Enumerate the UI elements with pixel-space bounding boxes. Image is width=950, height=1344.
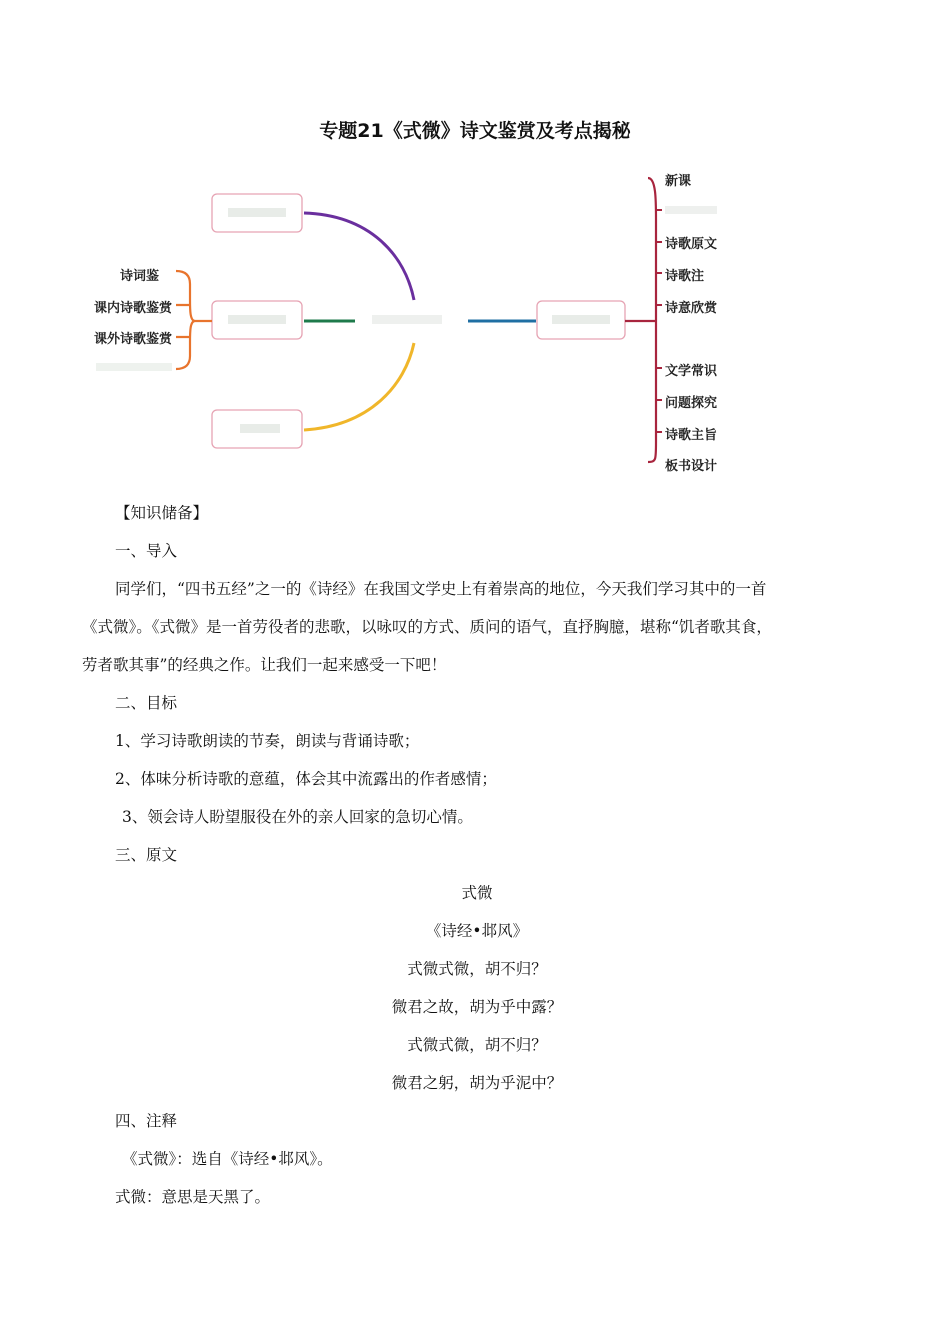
mindmap-left-item: 课外诗歌鉴赏 [94,332,173,347]
goal-item: 3、领会诗人盼望服役在外的亲人回家的急切心情。 [122,808,473,826]
intro-heading: 一、导入 [115,542,178,560]
intro-paragraph-line: 同学们，“四书五经”之一的《诗经》在我国文学史上有着崇高的地位，今天我们学习其中的一首 [115,580,767,598]
mindmap-right-item: 问题探究 [665,396,718,411]
mindmap-left-item: 课内诗歌鉴赏 [94,301,173,316]
poem-line: 式微式微，胡不归？ [407,1036,547,1054]
mindmap-right-item: 诗歌主旨 [665,428,718,443]
mindmap-right-item: 诗歌注 [665,269,705,284]
poem-source: 《诗经•邶风》 [425,922,529,940]
crimson-bracket [625,178,656,462]
intro-paragraph-line: 《式微》。《式微》是一首劳役者的悲歌，以咏叹的方式、质问的语气，直抒胸臆，堪称“饥者歌其食， [82,618,772,636]
mind-map [0,160,950,490]
mindmap-right-item: 诗歌原文 [665,237,718,252]
goals-heading: 二、目标 [115,694,178,712]
note-item: 《式微》：选自《诗经•邶风》。 [122,1150,333,1168]
poem-title: 式微 [461,884,493,902]
poem-line: 微君之躬，胡为乎泥中？ [391,1074,563,1092]
poem-line: 式微式微，胡不归？ [407,960,547,978]
notes-heading: 四、注释 [115,1112,178,1130]
orange-bracket [176,271,212,369]
mindmap-right-item: 板书设计 [665,459,718,474]
poem-line: 微君之故，胡为乎中露？ [391,998,563,1016]
goal-item: 1、学习诗歌朗读的节奏，朗读与背诵诗歌； [115,732,420,750]
goal-item: 2、体味分析诗歌的意蕴，体会其中流露出的作者感情； [115,770,497,788]
page-title: 专题21《式微》诗文鉴赏及考点揭秘 [319,120,631,142]
mindmap-right-item: 新课 [665,174,692,189]
note-item: 式微：意思是天黑了。 [115,1188,271,1206]
yellow-branch [304,343,414,430]
text-heading: 三、原文 [115,846,178,864]
mindmap-left-item: 诗词鉴 [120,269,160,284]
mindmap-right-item: 诗意欣赏 [665,301,718,316]
knowledge-heading: 【知识储备】 [115,504,209,522]
document-body [82,494,872,1216]
purple-branch [304,213,414,300]
intro-paragraph-line: 劳者歌其事”的经典之作。让我们一起来感受一下吧！ [82,656,447,674]
mindmap-right-item: 文学常识 [665,364,718,379]
